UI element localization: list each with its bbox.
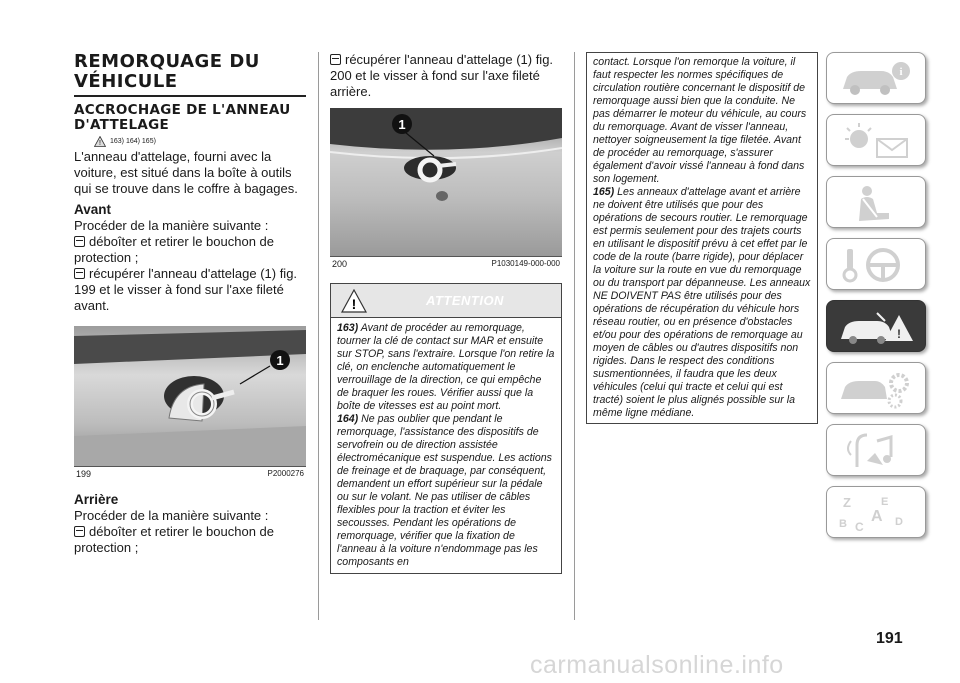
figure-number: 200	[332, 259, 348, 269]
column-1	[74, 52, 306, 556]
attention-continuation-box	[586, 52, 818, 424]
avant-step-1: déboîter et retirer le bouchon de protection ;	[74, 233, 275, 265]
figure-200	[330, 108, 562, 256]
sidebar-item-warning-lights[interactable]	[826, 114, 926, 166]
note-164: 164) Ne pas oublier que pendant le remorquage, l'assistance des dispositifs de servofrein ou de direction assistée électromécanique est suspendue. Les actions de freinage et de braquage, par conséquent, demandent un effort supérieur sur la pédale ou sur le volant. Ne pas utiliser de câbles flexibles pour la traction et éviter les secousses. Pendant les opérations de remorquage, vérifier que la fixation de l'anneau à la voiture n'endommage pas les composants en	[337, 413, 552, 568]
column-divider	[318, 52, 319, 620]
attention-notes	[331, 318, 561, 573]
figure-199	[74, 326, 306, 466]
column-2	[330, 52, 562, 574]
svg-text:C: C	[855, 520, 864, 533]
watermark: carmanualsonline.info	[530, 651, 784, 679]
callout-1: 1	[276, 352, 284, 368]
note-165: 165) Les anneaux d'attelage avant et arrière ne doivent être utilisés que pour des opérations de secours routier. Le remorquage est permis seulement pour des trajets courts en utilisant le dispositif prévu à cet effet par le code de la route (barre rigide), pour déplacer la voiture sur la route en vue du remorquage ou du transport par dépanneuse. Les anneaux NE DOIVENT PAS être utilisés pour des opérations de récupération du véhicule hors réseau routier, ou en présence d'obstacles et/ou pour des opérations de remorquage au moyen de câbles ou d'autres dispositifs non rigides. Dans le respect des conditions susmentionnées, il faudra que les deux véhicules (celui qui tracte et celui qui est tracté) soient le plus alignés possible sur la même ligne médiane.	[593, 186, 811, 419]
bullet-icon	[74, 236, 85, 247]
alphabetical-index-icon	[837, 493, 917, 533]
arriere-step-2: récupérer l'anneau d'attelage (1) fig. 200 et le visser à fond sur l'axe fileté arrière.	[330, 52, 554, 99]
subsection-title: ACCROCHAGE DE L'ANNEAU D'ATTELAGE	[74, 101, 291, 133]
chapter-sidebar	[826, 52, 926, 548]
svg-text:D: D	[895, 516, 903, 528]
figure-number: 199	[76, 468, 92, 479]
callout-1: 1	[398, 117, 406, 132]
sidebar-item-index[interactable]	[826, 486, 926, 538]
attention-box	[330, 283, 562, 574]
multimedia-icon	[837, 431, 917, 471]
sidebar-item-multimedia[interactable]	[826, 424, 926, 476]
note-continuation: contact. Lorsque l'on remorque la voiture, il faut respecter les normes spécifiques de circulation routière concernant le dispositif de remorquage aussi bien que la conduite. Ne pas démarrer le moteur du véhicule, au cours du remorquage. Avant de visser l'anneau, nettoyer soigneusement la tige filetée. Avant de procéder au remorquage, s'assurer également d'avoir vissé l'anneau à fond dans son logement.	[593, 56, 807, 185]
sidebar-item-maintenance[interactable]	[826, 362, 926, 414]
arriere-heading: Arrière	[74, 491, 119, 507]
bullet-icon	[74, 526, 85, 537]
avant-instructions: Procéder de la manière suivante :	[74, 217, 269, 233]
warning-triangle-icon	[94, 136, 106, 147]
figure-199-caption	[74, 466, 306, 479]
svg-text:i: i	[899, 66, 903, 78]
figure-code: P1030149-000-000	[491, 259, 560, 268]
car-maintenance-gears-icon	[837, 369, 917, 409]
figure-200-caption	[330, 256, 562, 269]
svg-text:Z: Z	[843, 495, 851, 510]
avant-heading: Avant	[74, 201, 112, 217]
avant-step-2: récupérer l'anneau d'attelage (1) fig. 199 et le visser à fond sur l'axe fileté avant.	[74, 265, 298, 313]
svg-text:!: !	[897, 327, 901, 341]
page-number: 191	[876, 630, 903, 647]
note-163: 163) Avant de procéder au remorquage, tourner la clé de contact sur MAR et ensuite sur STOP, sans l'extraire. Lorsque l'on retire la clé, on enclenche automatiquement le verrouillage de la direction, ce qui empêche de braquer les roues. Vérifier aussi que la boîte de vitesses est au point mort.	[337, 322, 555, 412]
intro-paragraph: L'anneau d'attelage, fourni avec la voiture, est situé dans la boîte à outils qui se trouve dans le coffre à bagages.	[74, 148, 298, 196]
attention-header	[331, 284, 561, 318]
svg-text:A: A	[871, 508, 883, 525]
column-divider	[574, 52, 575, 620]
section-title: REMORQUAGE DU VÉHICULE	[74, 51, 260, 92]
figure-code: P2000276	[267, 468, 304, 478]
rear-tow-hook-photo	[330, 108, 562, 256]
sidebar-item-emergency[interactable]	[826, 300, 926, 352]
svg-text:!: !	[351, 295, 357, 312]
car-info-icon	[837, 59, 917, 99]
column-3	[586, 52, 818, 424]
sidebar-item-safety[interactable]	[826, 176, 926, 228]
bullet-icon	[74, 268, 85, 279]
attention-label: ATTENTION	[426, 293, 504, 308]
reference-numbers: 163) 164) 165)	[110, 137, 156, 145]
seat-airbag-icon	[837, 183, 917, 223]
arriere-step-1: déboîter et retirer le bouchon de protection ;	[74, 523, 275, 555]
warning-lights-message-icon	[837, 121, 917, 161]
warning-triangle-icon	[339, 289, 369, 313]
svg-text:E: E	[881, 496, 889, 508]
car-emergency-icon	[837, 307, 917, 347]
front-tow-hook-photo	[74, 326, 306, 466]
svg-text:!: !	[99, 139, 101, 147]
warning-references	[94, 136, 306, 147]
key-steering-wheel-icon	[837, 245, 917, 285]
bullet-icon	[330, 54, 341, 65]
title-divider	[74, 95, 306, 97]
svg-text:B: B	[839, 518, 847, 530]
sidebar-item-car-info[interactable]	[826, 52, 926, 104]
sidebar-item-driving[interactable]	[826, 238, 926, 290]
arriere-instructions: Procéder de la manière suivante :	[74, 507, 269, 523]
